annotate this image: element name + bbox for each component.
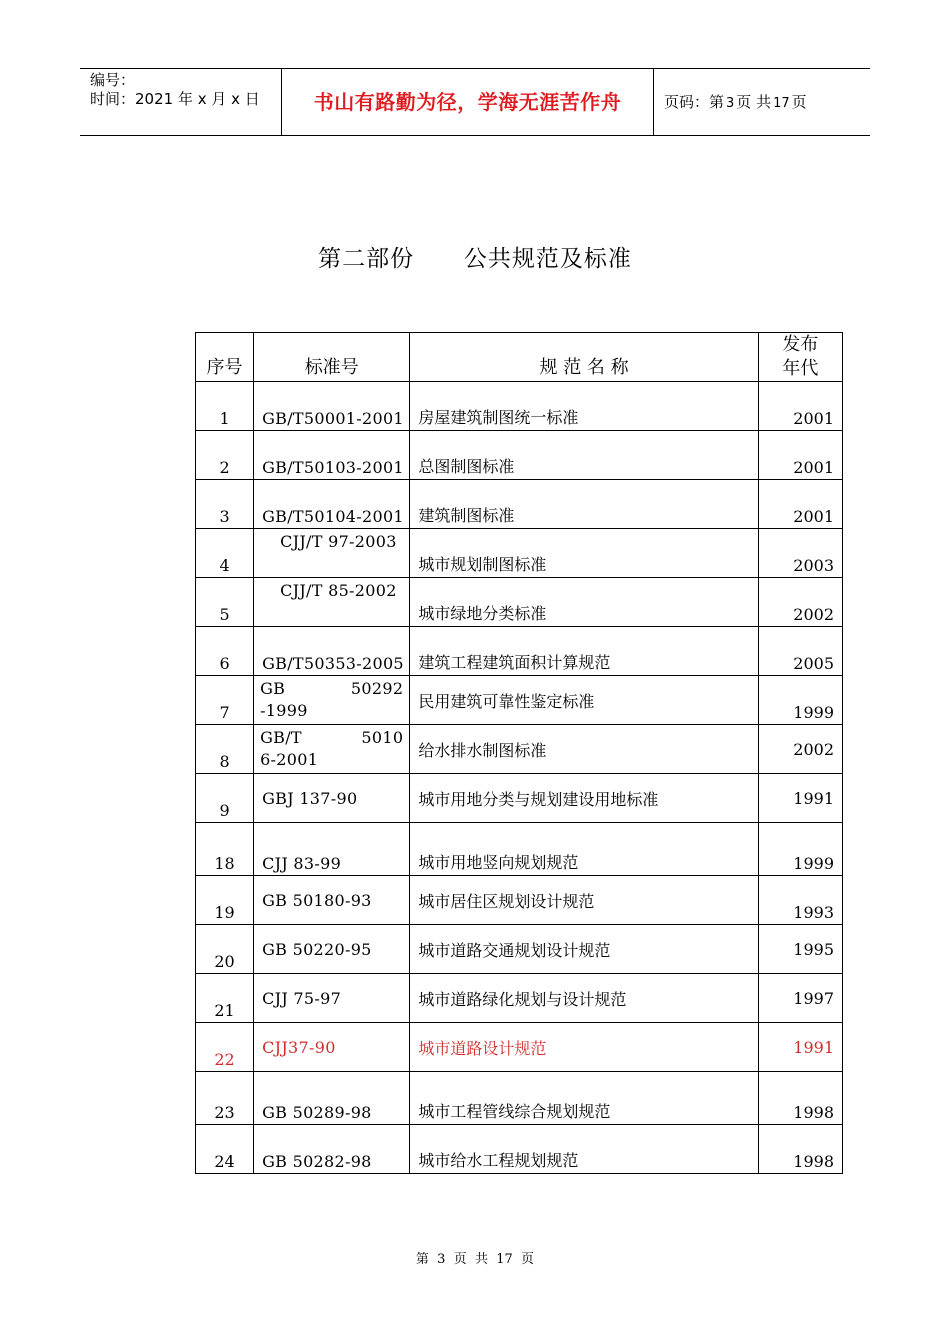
seq-value: 22 (214, 1050, 235, 1069)
cell-code (254, 480, 410, 529)
code-value: CJJ/T 97-2003 (280, 532, 397, 551)
seq-value: 4 (219, 556, 230, 575)
cell-name (410, 1023, 759, 1072)
document-number-label: 编号： (90, 71, 136, 89)
name-value: 城市给水工程规划规范 (418, 1151, 579, 1170)
header-motto: 书山有路勤为径，学海无涯苦作舟 (282, 69, 654, 135)
header-year-line2: 年代 (782, 358, 819, 379)
seq-value: 18 (214, 854, 235, 873)
table-row (196, 774, 843, 823)
cell-seq (196, 529, 254, 578)
cell-name (410, 627, 759, 676)
cell-seq (196, 974, 254, 1023)
seq-value: 5 (219, 605, 230, 624)
code-value: CJJ 75-97 (262, 988, 342, 1008)
cell-year (758, 578, 842, 627)
cell-name (410, 876, 759, 925)
cell-seq (196, 480, 254, 529)
name-value: 城市用地分类与规划建设用地标准 (418, 789, 659, 809)
cell-code (254, 876, 410, 925)
code-value: GB 50292-1999 (260, 679, 404, 720)
name-value: 房屋建筑制图统一标准 (418, 408, 579, 427)
code-value: GB/T50001-2001 (262, 409, 404, 428)
seq-value: 9 (219, 801, 230, 820)
cell-seq (196, 823, 254, 876)
cell-code (254, 925, 410, 974)
cell-code (254, 1072, 410, 1125)
seq-value: 7 (219, 703, 230, 722)
year-value: 1993 (793, 903, 834, 922)
cell-code (254, 774, 410, 823)
page-suffix: 页 (791, 93, 807, 111)
cell-name (410, 578, 759, 627)
year-value: 1995 (793, 939, 834, 959)
cell-seq (196, 1023, 254, 1072)
header-seq (196, 333, 254, 382)
cell-code (254, 382, 410, 431)
cell-year (758, 480, 842, 529)
table-row (196, 876, 843, 925)
code-value: GB 50282-98 (262, 1152, 372, 1171)
year-value: 1999 (793, 854, 834, 873)
seq-value: 3 (219, 507, 230, 526)
cell-code (254, 529, 410, 578)
code-value: GB/T 50106-2001 (260, 728, 404, 769)
cell-year (758, 925, 842, 974)
header-year-line1: 发布 (782, 334, 819, 355)
cell-year (758, 1072, 842, 1125)
header-year (758, 333, 842, 382)
cell-code (254, 974, 410, 1023)
cell-year (758, 725, 842, 774)
name-value: 城市规划制图标准 (418, 555, 547, 574)
header-page-info (654, 69, 870, 135)
name-value: 城市道路绿化规划与设计规范 (418, 989, 627, 1009)
seq-value: 19 (214, 903, 235, 922)
year-value: 1999 (793, 703, 834, 722)
name-value: 城市绿地分类标准 (418, 604, 547, 623)
table-row (196, 529, 843, 578)
page-prefix: 页码：第 (664, 93, 725, 111)
table-row (196, 382, 843, 431)
code-value: CJJ 83-99 (262, 854, 342, 873)
name-value: 建筑制图标准 (418, 506, 515, 525)
cell-name (410, 480, 759, 529)
seq-value: 8 (219, 752, 230, 771)
page-header (80, 68, 870, 136)
seq-value: 1 (219, 409, 230, 428)
table-row (196, 974, 843, 1023)
year-value: 2001 (793, 409, 834, 428)
code-value: CJJ/T 85-2002 (280, 581, 397, 600)
name-value: 城市用地竖向规划规范 (418, 853, 579, 872)
cell-year (758, 1023, 842, 1072)
cell-seq (196, 676, 254, 725)
cell-name (410, 529, 759, 578)
table-row (196, 823, 843, 876)
year-value: 1998 (793, 1103, 834, 1122)
code-value: GBJ 137-90 (262, 788, 358, 808)
table-header-row (196, 333, 843, 382)
table-row (196, 1072, 843, 1125)
cell-name (410, 1072, 759, 1125)
name-value: 民用建筑可靠性鉴定标准 (418, 691, 595, 711)
cell-year (758, 431, 842, 480)
seq-value: 6 (219, 654, 230, 673)
cell-name (410, 725, 759, 774)
table-row (196, 578, 843, 627)
cell-name (410, 676, 759, 725)
cell-year (758, 774, 842, 823)
seq-value: 20 (214, 952, 235, 971)
cell-code (254, 627, 410, 676)
cell-seq (196, 578, 254, 627)
year-value: 2001 (793, 507, 834, 526)
table-row (196, 480, 843, 529)
document-time-label: 时间：2021 年 x 月 x 日 (90, 90, 260, 108)
cell-code (254, 1125, 410, 1174)
cell-code (254, 725, 410, 774)
page-mid: 页 共 (736, 93, 772, 111)
cell-code (254, 578, 410, 627)
cell-code (254, 1023, 410, 1072)
cell-seq (196, 1072, 254, 1125)
cell-name (410, 1125, 759, 1174)
code-value: GB/T50353-2005 (262, 654, 404, 673)
seq-value: 24 (214, 1152, 235, 1171)
table-row (196, 431, 843, 480)
cell-seq (196, 876, 254, 925)
year-value: 1997 (793, 988, 834, 1008)
cell-seq (196, 725, 254, 774)
name-value: 城市居住区规划设计规范 (418, 891, 595, 911)
table-row (196, 925, 843, 974)
code-value: CJJ37-90 (262, 1037, 336, 1057)
code-value: GB/T50104-2001 (262, 507, 404, 526)
cell-year (758, 1125, 842, 1174)
section-title: 第二部份 公共规范及标准 (318, 246, 632, 272)
code-value: GB 50289-98 (262, 1103, 372, 1122)
cell-name (410, 774, 759, 823)
year-value: 2005 (793, 654, 834, 673)
cell-year (758, 974, 842, 1023)
year-value: 1998 (793, 1152, 834, 1171)
cell-code (254, 823, 410, 876)
year-value: 2001 (793, 458, 834, 477)
table-row-highlighted (196, 1023, 843, 1072)
year-value: 1991 (793, 788, 834, 808)
header-name (410, 333, 759, 382)
cell-name (410, 974, 759, 1023)
header-meta (80, 69, 282, 135)
year-value: 1991 (793, 1037, 834, 1057)
header-name-label: 规 范 名 称 (539, 357, 629, 378)
table-row (196, 725, 843, 774)
code-value: GB/T50103-2001 (262, 458, 404, 477)
cell-code (254, 676, 410, 725)
header-seq-label: 序号 (206, 357, 243, 378)
cell-name (410, 382, 759, 431)
year-value: 2002 (793, 739, 834, 759)
table-row (196, 627, 843, 676)
cell-year (758, 382, 842, 431)
cell-seq (196, 774, 254, 823)
cell-year (758, 876, 842, 925)
cell-year (758, 529, 842, 578)
name-value: 城市道路交通规划设计规范 (418, 940, 611, 960)
cell-name (410, 925, 759, 974)
standards-table (195, 332, 843, 1174)
name-value: 建筑工程建筑面积计算规范 (418, 653, 611, 672)
cell-name (410, 431, 759, 480)
cell-year (758, 823, 842, 876)
table-row (196, 676, 843, 725)
cell-seq (196, 382, 254, 431)
page-total: 17 (773, 96, 790, 111)
name-value: 城市工程管线综合规划规范 (418, 1102, 611, 1121)
year-value: 2003 (793, 556, 834, 575)
cell-code (254, 431, 410, 480)
header-code-label: 标准号 (304, 357, 359, 378)
seq-value: 2 (219, 458, 230, 477)
cell-seq (196, 925, 254, 974)
cell-seq (196, 1125, 254, 1174)
cell-seq (196, 627, 254, 676)
header-code (254, 333, 410, 382)
code-value: GB 50180-93 (262, 890, 372, 910)
name-value: 城市道路设计规范 (418, 1038, 547, 1058)
cell-year (758, 676, 842, 725)
cell-name (410, 823, 759, 876)
page-current: 3 (726, 96, 735, 111)
name-value: 总图制图标准 (418, 457, 515, 476)
code-value: GB 50220-95 (262, 939, 372, 959)
seq-value: 21 (214, 1001, 235, 1020)
seq-value: 23 (214, 1103, 235, 1122)
page-footer: 第 3 页 共 17 页 (415, 1252, 535, 1267)
cell-year (758, 627, 842, 676)
year-value: 2002 (793, 605, 834, 624)
cell-seq (196, 431, 254, 480)
table-row (196, 1125, 843, 1174)
name-value: 给水排水制图标准 (418, 740, 547, 760)
